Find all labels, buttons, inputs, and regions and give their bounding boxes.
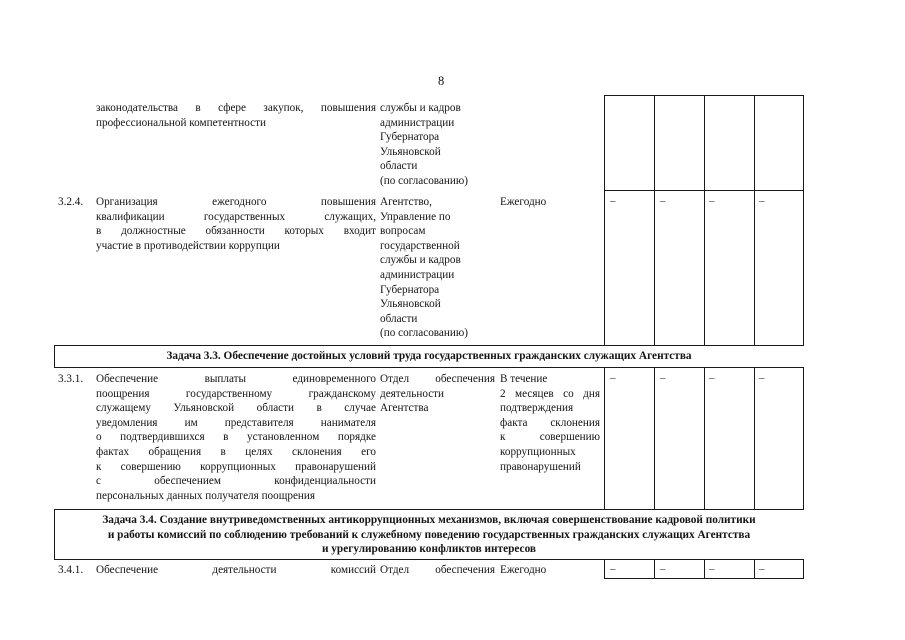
term-line: подтверждения [500,402,574,415]
text-line: квалификации государственных служащих, [96,210,376,223]
header-line: Задача 3.4. Создание внутриведомственных антикоррупционных механизмов, включая совершенствование кадровой политики [102,514,756,526]
col-border [604,559,605,579]
col-border [704,367,705,509]
text-line: с обеспечением конфиденциальности [96,475,376,488]
cell-value: – [610,195,616,207]
cell-value: – [759,563,765,575]
col-border [704,95,705,345]
text-line: поощрения государственному гражданскому [96,387,376,400]
row-number: 3.2.4. [58,196,84,208]
executor-line: администрации [380,268,455,281]
term-line: 2 месяцев со дня [500,387,600,400]
row-341-executor: Отдел обеспечения [380,564,495,576]
row-border [604,578,803,579]
row-331-term [500,372,600,474]
col-border [704,559,705,579]
row-324-text [96,195,376,253]
executor-line: Ульяновской [380,145,441,158]
row-border [54,559,804,560]
col-border [754,559,755,579]
executor-line: государственной [380,239,460,252]
col-border [604,95,605,345]
executor-line: области [380,160,418,173]
col-border [754,95,755,345]
row-331-executor [380,372,495,416]
header-line: и урегулированию конфликтов интересов [321,543,537,556]
row-324-executor [380,195,500,341]
cell-value: – [660,563,666,575]
executor-line: Губернатора [380,131,440,144]
term-line: к совершению [500,431,600,444]
col-border [754,367,755,509]
executor-line: службы и кадров [380,254,461,267]
text-line: в должностные обязанности которых входит [96,225,376,238]
task-34-header [56,513,802,557]
cell-value: – [759,372,765,384]
table-left-border [54,509,55,559]
col-border [803,95,804,345]
cell-value: – [660,195,666,207]
executor-line: Отдел обеспечения [380,373,495,385]
row-border [54,367,804,368]
row-number: 3.4.1. [58,564,84,576]
term-line: правонарушений [500,460,581,473]
executor-line: (по согласованию) [380,327,468,340]
cell-value: – [660,372,666,384]
row-341-text: Обеспечение деятельности комиссий [96,564,376,576]
page-number: 8 [438,74,445,88]
text-line: уведомления им представителя нанимателя [96,416,376,429]
cell-value: – [610,372,616,384]
col-border [654,559,655,579]
col-border [803,367,804,509]
col-border [654,95,655,345]
row-border [604,190,803,191]
row-331-text [96,372,376,503]
prev-row-text: законодательства в сфере закупок, повышения профессиональной компетентности [96,102,376,129]
task-33-header: Задача 3.3. Обеспечение достойных условий труда государственных гражданских служащих Агентства [166,350,692,362]
executor-line: деятельности [380,387,445,400]
executor-line: Агентство, [380,196,432,208]
executor-line: вопросам [380,225,426,238]
row-341-term: Ежегодно [500,564,547,576]
term-line: факта склонения [500,416,600,429]
row-324-term: Ежегодно [500,196,547,208]
row-number: 3.3.1. [58,373,84,385]
executor-line: Губернатора [380,283,440,296]
text-line: служащему Ульяновской области в случае [96,402,376,415]
col-border [803,559,804,579]
executor-line: администрации [380,116,455,129]
cell-value: – [610,563,616,575]
cell-value: – [709,563,715,575]
executor-line: Ульяновской [380,298,441,311]
row-border [54,509,804,510]
text-line: фактах обращения в целях склонения его [96,445,376,458]
text-line: к совершению коррупционных правонарушений [96,460,376,473]
header-line: и работы комиссий по соблюдению требований к служебному поведению государственных гражданских служащих Агентства [107,528,751,541]
executor-line: службы и кадров [380,102,461,114]
term-line: В течение [500,373,548,385]
text-line: Обеспечение выплаты единовременного [96,373,376,385]
prev-row-executor [380,101,500,189]
text-line: о подтвердившихся в установленном порядке [96,431,376,444]
text-line: Организация ежегодного повышения [96,196,376,208]
row-border [54,345,804,346]
executor-line: (по согласованию) [380,174,468,187]
text-line: персональных данных получателя поощрения [96,489,316,502]
text-line: участие в противодействии коррупции [96,239,280,252]
term-line: коррупционных [500,445,576,458]
executor-line: Агентства [380,402,429,415]
table-left-border [54,345,55,367]
cell-value: – [709,372,715,384]
col-border [654,367,655,509]
cell-value: – [759,195,765,207]
executor-line: Управление по [380,210,451,223]
executor-line: области [380,312,418,325]
cell-value: – [709,195,715,207]
col-border [604,367,605,509]
